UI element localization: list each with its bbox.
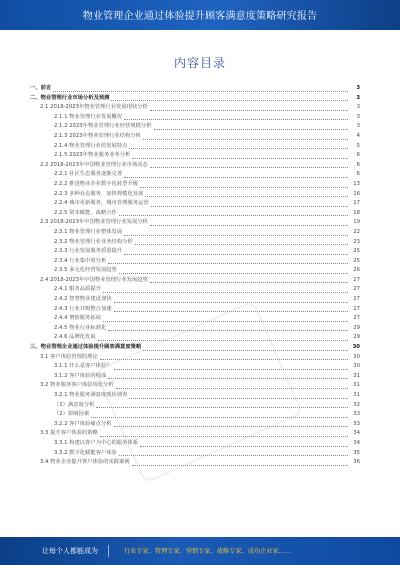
toc-leader-dots xyxy=(140,180,348,188)
toc-entry-title: 3.2 物业服务客户体验现状分析 xyxy=(40,382,114,389)
toc-leader-dots xyxy=(124,113,348,121)
toc-entry[interactable] xyxy=(30,132,360,142)
toc-leader-dots xyxy=(150,161,348,169)
toc-entry-page: 29 xyxy=(353,334,360,341)
toc-entry-page: 17 xyxy=(353,200,360,207)
toc-entry-page: 27 xyxy=(353,315,360,322)
toc-heading: 内容目录 xyxy=(173,56,226,70)
toc-entry[interactable] xyxy=(30,314,360,324)
toc-entry-title: 二、物业管理行业市场分析及预测 xyxy=(30,94,110,101)
toc-entry-title: 2.4.5 物业行业标准化 xyxy=(54,324,107,331)
toc-leader-dots xyxy=(150,218,348,226)
toc-leader-dots xyxy=(124,170,348,178)
toc-entry-page: 4 xyxy=(356,132,360,139)
toc-entry-title: 2.3.5 多元化经营发展趋势 xyxy=(54,267,117,274)
toc-leader-dots xyxy=(151,199,348,207)
toc-entry-title: 3.1.1 什么是客户体验？ xyxy=(54,363,112,370)
toc-leader-dots xyxy=(108,257,348,265)
toc-entry-title: 2.4.6 品牌化发展 xyxy=(54,334,96,341)
toc-entry[interactable] xyxy=(30,218,360,228)
toc-leader-dots xyxy=(145,190,348,198)
toc-entry[interactable] xyxy=(30,285,360,295)
toc-entry-title: 3.3.1 构建以客户为中心的服务体系 xyxy=(54,439,139,446)
toc-entry-title: 2.2.1 社区生态服务逐渐完善 xyxy=(54,171,123,178)
toc-entry[interactable] xyxy=(30,151,360,161)
toc-entry-page: 31 xyxy=(353,392,360,398)
toc-entry-page: 27 xyxy=(353,276,360,283)
toc-entry-page: 16 xyxy=(353,190,360,197)
toc-entry[interactable] xyxy=(30,103,360,113)
toc-entry-page: 32 xyxy=(353,401,360,408)
toc-entry-title: 2.2.2 推进物业企业数字化转型升级 xyxy=(54,180,139,187)
toc-entry-page: 25 xyxy=(353,248,360,255)
toc-entry-page: 34 xyxy=(353,439,360,446)
toc-entry-title: 一、前言 xyxy=(30,85,52,91)
toc-entry-page: 33 xyxy=(353,420,360,427)
toc-entry-page: 5 xyxy=(356,142,360,149)
toc-entry-title: 2.2.4 城市更新服务，城市管理服务运营 xyxy=(54,200,149,207)
toc-entry-title: 2.1.1 物业管理行业发展概况 xyxy=(54,113,123,120)
toc-entry-page: 35 xyxy=(353,449,360,456)
toc-entry[interactable] xyxy=(30,190,360,200)
toc-entry-page: 25 xyxy=(353,257,360,264)
toc-entry-page: 30 xyxy=(352,344,360,351)
toc-entry-title: 三、物业管理企业通过体验提升顾客满意度策略 xyxy=(30,344,142,351)
toc-entry-page: 6 xyxy=(356,171,360,178)
toc-entry-page: 33 xyxy=(353,411,360,418)
toc-entry-page: 29 xyxy=(353,324,360,331)
toc-entry[interactable] xyxy=(30,238,360,248)
toc-entry-page: 30 xyxy=(353,363,360,370)
toc-entry-page: 26 xyxy=(353,267,360,274)
toc-entry-page: 19 xyxy=(353,219,360,226)
toc-leader-dots xyxy=(135,238,348,246)
header-banner xyxy=(0,0,400,30)
toc-entry[interactable] xyxy=(30,122,360,132)
toc-entry-page: 6 xyxy=(356,152,360,159)
toc-entry-title: （2）影响因素 xyxy=(54,411,90,418)
toc-entry-page: 27 xyxy=(353,286,360,293)
toc-entry-title: 3.1 客户体验管理的理论 xyxy=(40,353,98,360)
toc-leader-dots xyxy=(103,285,348,293)
toc-entry[interactable] xyxy=(30,266,360,276)
toc-entry-page: 22 xyxy=(353,228,360,235)
toc-entry[interactable] xyxy=(30,228,360,238)
toc-entry-title: 2.4.3 行业并购整合加速 xyxy=(54,305,112,312)
toc-leader-dots xyxy=(53,84,348,92)
toc-entry-title: 2.1.4 物业管理行业的发展特点 xyxy=(54,142,128,149)
toc-entry-title: 3.3.2 数字化赋能客户体验 xyxy=(54,449,117,456)
footer-right-text: 行业专家、管理专家、营销专家、战略专家、成功企业家…… xyxy=(124,548,292,555)
toc-leader-dots xyxy=(132,151,348,159)
toc-entry-title: 2.4.2 智慧物业建设加快 xyxy=(54,296,112,303)
toc-entry[interactable] xyxy=(30,276,360,286)
toc-entry-title: （1）满意度分析 xyxy=(54,401,95,408)
toc-entry-page: 3 xyxy=(356,123,360,130)
toc-entry-page: 31 xyxy=(353,372,360,379)
toc-entry-title: 2.1.5 2023年物业服务业务分析 xyxy=(54,152,131,159)
toc-entry-title: 2.1.3 2023年物业管理行业结构分析 xyxy=(54,132,141,139)
toc-entry-page: 3 xyxy=(356,113,360,120)
toc-entry[interactable] xyxy=(30,142,360,152)
toc-entry[interactable] xyxy=(30,94,360,104)
toc-entry[interactable] xyxy=(30,161,360,171)
toc-entry-title: 2.3.1 物业管理行业整体发展 xyxy=(54,228,123,235)
toc-entry-title: 2.1.2 2023年物业管理行业经营规模分析 xyxy=(54,123,152,130)
toc-leader-dots xyxy=(119,209,348,217)
toc-leader-dots xyxy=(129,142,348,150)
toc-entry-page: 3 xyxy=(356,85,360,91)
toc-entry-title: 3.1.2 客户体验的构成 xyxy=(54,372,107,379)
toc-entry-title: 2.2.5 资本赋能，战略合作 xyxy=(54,209,117,216)
toc-entry-title: 2.4.1 服务品质提升 xyxy=(54,286,101,293)
toc-entry-page: 34 xyxy=(353,430,360,437)
toc-leader-dots xyxy=(114,295,348,303)
toc-entry[interactable] xyxy=(30,84,360,94)
toc-leader-dots xyxy=(150,103,348,111)
toc-leader-dots xyxy=(124,228,348,236)
toc-entry-page: 18 xyxy=(353,209,360,216)
toc-entry-title: 2.2 2018-2023年中国物业管理行业市场动态 xyxy=(40,161,148,168)
toc-entry-title: 2.3.3 行业发展服务质量提升 xyxy=(54,248,123,255)
toc-entry[interactable] xyxy=(30,257,360,267)
toc-entry[interactable] xyxy=(30,199,360,209)
toc-entry-title: 2.4.4 增值服务拓展 xyxy=(54,315,101,322)
toc-entry-page: 23 xyxy=(353,238,360,245)
toc-entry-title: 3.3 提升客户体验的策略 xyxy=(40,430,98,437)
toc-leader-dots xyxy=(124,247,348,255)
toc-entry-title: 2.3.4 行业集中度分析 xyxy=(54,257,107,264)
toc-entry-page: 27 xyxy=(353,296,360,303)
toc-entry-title: 2.1 2018-2023年物业管理行业发展现状分析 xyxy=(40,104,148,111)
toc-entry[interactable] xyxy=(30,113,360,123)
toc-entry-title: 3.4 物业企业提升客户体验的实践案例 xyxy=(40,459,130,466)
toc-entry[interactable] xyxy=(30,305,360,315)
toc-entry[interactable] xyxy=(30,180,360,190)
toc-entry[interactable] xyxy=(30,247,360,257)
toc-entry-title: 3.2.2 客户体验痛点分析 xyxy=(54,420,112,427)
toc-entry-page: 13 xyxy=(353,180,360,187)
toc-entry-page: 36 xyxy=(353,459,360,466)
report-title: 物业管理企业通过体验提升顾客满意度策略研究报告 xyxy=(82,11,318,22)
toc-entry-page: 31 xyxy=(353,382,360,389)
toc-entry-page: 27 xyxy=(353,305,360,312)
toc-leader-dots xyxy=(150,276,348,284)
toc-leader-dots xyxy=(154,122,348,130)
toc-entry-page: 3 xyxy=(356,94,360,101)
toc-entry[interactable] xyxy=(30,295,360,305)
toc-entry-title: 3.2.1 物业服务满意度现状调查 xyxy=(54,392,128,398)
toc-entry-title: 2.3.2 物业管理行业业务结构分析 xyxy=(54,238,133,245)
footer-left-text: 让每个人都能成为 xyxy=(42,547,98,555)
toc-entry-page: 30 xyxy=(353,353,360,360)
toc-leader-dots xyxy=(119,266,348,274)
footer-divider xyxy=(108,545,109,557)
footer-banner xyxy=(0,537,400,565)
toc-entry-title: 2.4 2018-2023年中国物业管理行业发展趋势 xyxy=(40,276,148,283)
toc-entry[interactable] xyxy=(30,209,360,219)
toc-entry-title: 2.2.3 多种业态服务，加快规模化发展 xyxy=(54,190,144,197)
toc-entry-page: 3 xyxy=(356,104,360,111)
toc-entry-page: 6 xyxy=(356,161,360,168)
toc-entry[interactable] xyxy=(30,170,360,180)
toc-leader-dots xyxy=(143,132,348,140)
toc-entry-title: 2.3 2018-2023年中国物业管理行业发展分析 xyxy=(40,219,148,226)
toc-leader-dots xyxy=(111,94,348,102)
